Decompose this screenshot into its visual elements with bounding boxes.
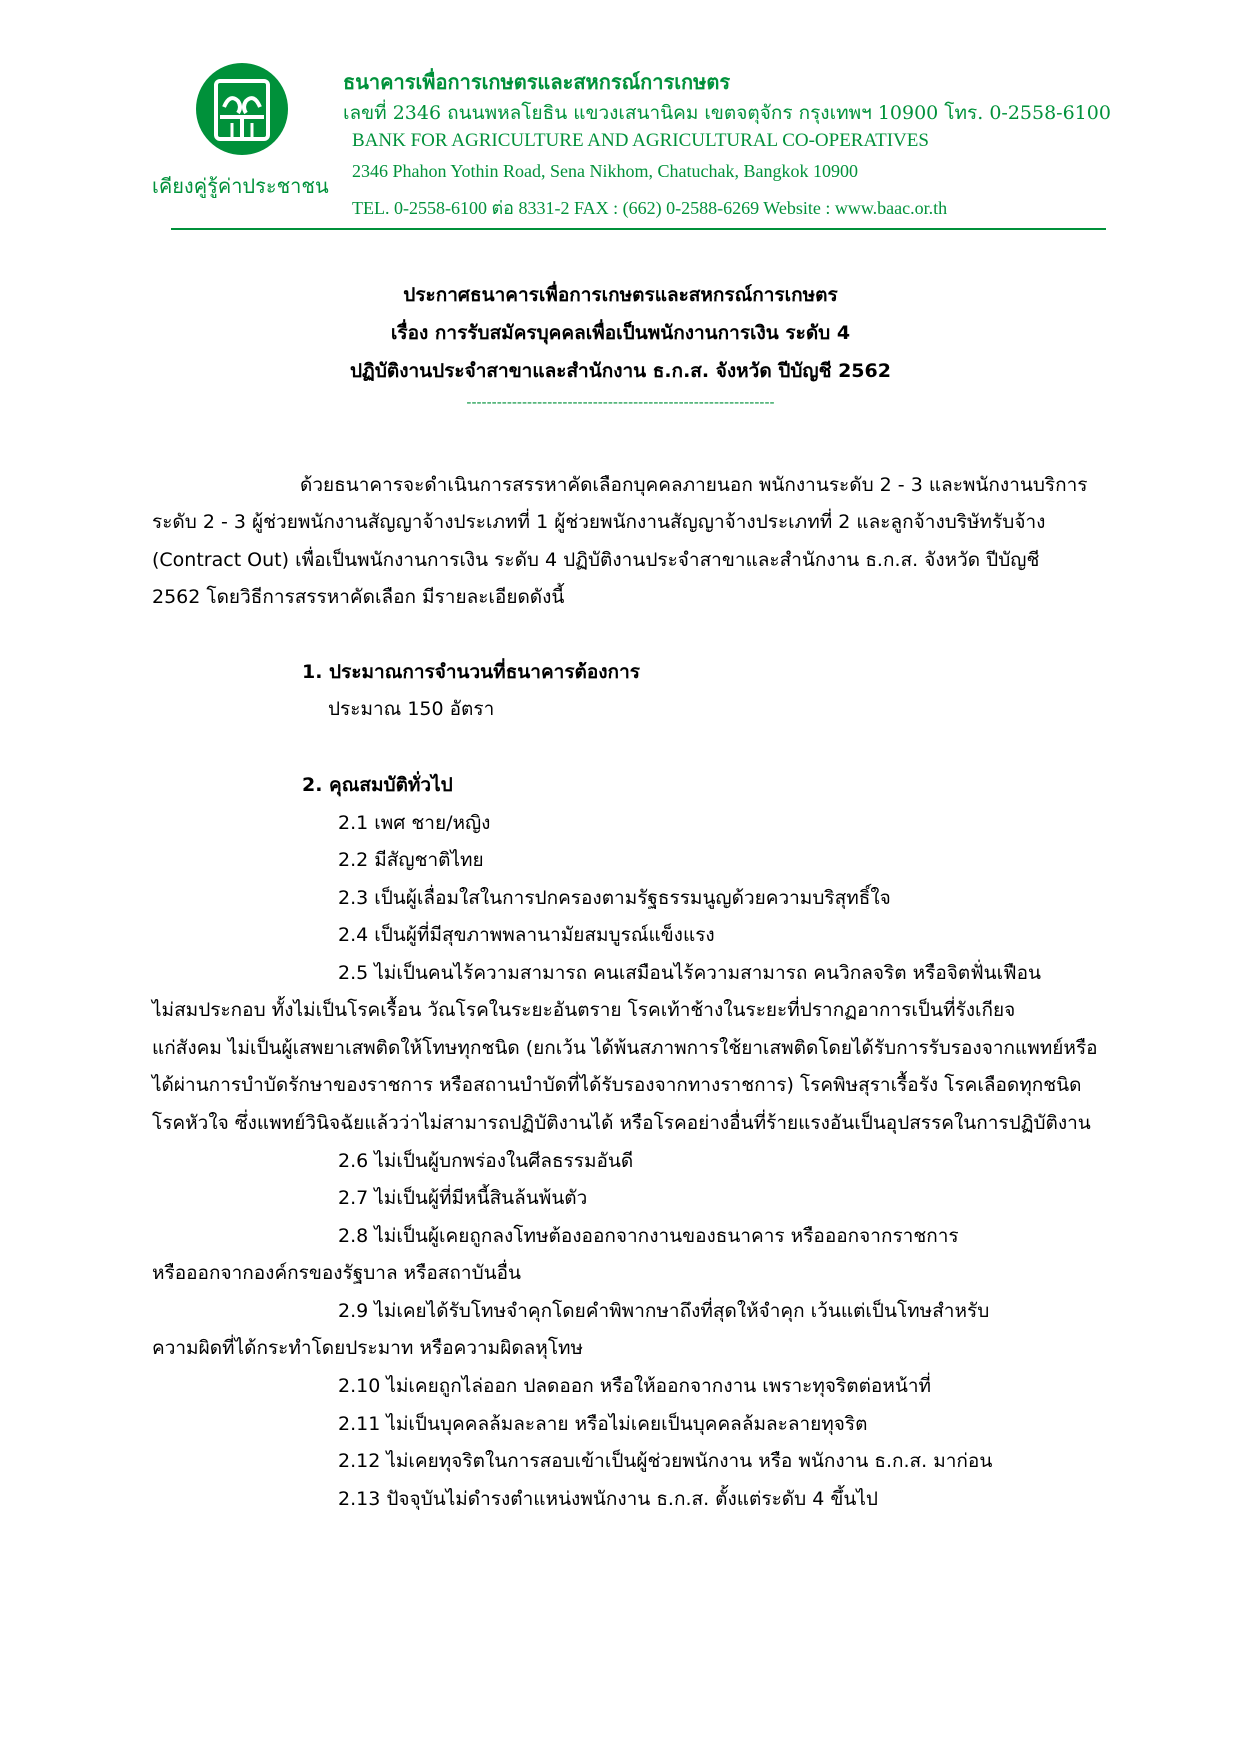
contact-info: TEL. 0-2558-6100 ต่อ 8331-2 FAX : (662) 0-2588-6269 Website : www.baac.or.th [352, 198, 948, 218]
announcement-scope: ปฏิบัติงานประจำสาขาและสำนักงาน ธ.ก.ส. จังหวัด ปีบัญชี 2562 [350, 360, 891, 382]
intro-line-4: 2562 โดยวิธีการสรรหาคัดเลือก มีรายละเอียดดังนี้ [152, 586, 565, 608]
header-divider [171, 228, 1106, 230]
qualification-2-3: 2.3 เป็นผู้เลื่อมใสในการปกครองตามรัฐธรรมนูญด้วยความบริสุทธิ์ใจ [338, 887, 891, 909]
bank-name-th: ธนาคารเพื่อการเกษตรและสหกรณ์การเกษตร [343, 70, 731, 94]
slogan: เคียงคู่รู้ค่าประชาชน [152, 174, 329, 198]
address-th: เลขที่ 2346 ถนนพหลโยธิน แขวงเสนานิคม เขตจตุจักร กรุงเทพฯ 10900 โทร. 0-2558-6100 [343, 102, 1111, 124]
qualification-2-5-cont: ไม่สมประกอบ ทั้งไม่เป็นโรคเรื้อน วัณโรคในระยะอันตราย โรคเท้าช้างในระยะที่ปรากฏอาการเป็นที่รังเกียจ [152, 999, 1016, 1021]
qualification-2-5-cont: โรคหัวใจ ซึ่งแพทย์วินิจฉัยแล้วว่าไม่สามารถปฏิบัติงานได้ หรือโรคอย่างอื่นที่ร้ายแรงอันเป็นอุปสรรคในการปฏิบัติงาน [152, 1112, 1091, 1134]
baac-logo [196, 63, 288, 155]
bank-name-en: BANK FOR AGRICULTURE AND AGRICULTURAL CO-OPERATIVES [352, 130, 929, 151]
title-separator: ------------------------------------------------------------- [466, 395, 775, 411]
qualification-2-5-cont: แก่สังคม ไม่เป็นผู้เสพยาเสพติดให้โทษทุกชนิด (ยกเว้น ได้พ้นสภาพการใช้ยาเสพติดโดยได้รับการรับรองจากแพทย์หรือ [152, 1037, 1098, 1059]
announcement-title: ประกาศธนาคารเพื่อการเกษตรและสหกรณ์การเกษตร [403, 284, 838, 306]
qualification-2-9: 2.9 ไม่เคยได้รับโทษจำคุกโดยคำพิพากษาถึงที่สุดให้จำคุก เว้นแต่เป็นโทษสำหรับ [338, 1300, 990, 1322]
qualification-2-7: 2.7 ไม่เป็นผู้ที่มีหนี้สินล้นพ้นตัว [338, 1187, 588, 1209]
qualification-2-5: 2.5 ไม่เป็นคนไร้ความสามารถ คนเสมือนไร้ความสามารถ คนวิกลจริต หรือจิตฟั่นเฟือน [338, 962, 1041, 984]
section-2-heading: 2. คุณสมบัติทั่วไป [302, 774, 453, 796]
qualification-2-8: 2.8 ไม่เป็นผู้เคยถูกลงโทษต้องออกจากงานของธนาคาร หรือออกจากราชการ [338, 1225, 959, 1247]
qualification-2-4: 2.4 เป็นผู้ที่มีสุขภาพพลานามัยสมบูรณ์แข็งแรง [338, 924, 715, 946]
address-en: 2346 Phahon Yothin Road, Sena Nikhom, Chatuchak, Bangkok 10900 [352, 161, 858, 181]
qualification-2-11: 2.11 ไม่เป็นบุคคลล้มละลาย หรือไม่เคยเป็นบุคคลล้มละลายทุจริต [338, 1413, 868, 1435]
baac-logo-mark [196, 63, 288, 155]
qualification-2-6: 2.6 ไม่เป็นผู้บกพร่องในศีลธรรมอันดี [338, 1150, 634, 1172]
qualification-2-5-cont: ได้ผ่านการบำบัดรักษาของราชการ หรือสถานบำบัดที่ได้รับรองจากทางราชการ) โรคพิษสุราเรื้อรัง โรคเลือดทุกชนิด [152, 1074, 1082, 1096]
intro-line-2: ระดับ 2 - 3 ผู้ช่วยพนักงานสัญญาจ้างประเภทที่ 1 ผู้ช่วยพนักงานสัญญาจ้างประเภทที่ 2 และลูกจ้างบริษัทรับจ้าง [152, 511, 1046, 533]
qualification-2-1: 2.1 เพศ ชาย/หญิง [338, 812, 491, 834]
qualification-2-2: 2.2 มีสัญชาติไทย [338, 849, 484, 871]
qualification-2-13: 2.13 ปัจจุบันไม่ดำรงตำแหน่งพนักงาน ธ.ก.ส. ตั้งแต่ระดับ 4 ขึ้นไป [338, 1488, 878, 1510]
intro-line-3: (Contract Out) เพื่อเป็นพนักงานการเงิน ระดับ 4 ปฏิบัติงานประจำสาขาและสำนักงาน ธ.ก.ส. จังหวัด ปีบัญชี [152, 549, 1040, 571]
qualification-2-9-cont: ความผิดที่ได้กระทำโดยประมาท หรือความผิดลหุโทษ [152, 1337, 584, 1359]
qualification-2-8-cont: หรือออกจากองค์กรของรัฐบาล หรือสถาบันอื่น [152, 1262, 522, 1284]
qualification-2-12: 2.12 ไม่เคยทุจริตในการสอบเข้าเป็นผู้ช่วยพนักงาน หรือ พนักงาน ธ.ก.ส. มาก่อน [338, 1450, 993, 1472]
intro-line-1: ด้วยธนาคารจะดำเนินการสรรหาคัดเลือกบุคคลภายนอก พนักงานระดับ 2 - 3 และพนักงานบริการ [300, 474, 1088, 496]
section-1-heading: 1. ประมาณการจำนวนที่ธนาคารต้องการ [302, 661, 640, 683]
section-1-text: ประมาณ 150 อัตรา [328, 698, 495, 720]
announcement-subject: เรื่อง การรับสมัครบุคคลเพื่อเป็นพนักงานการเงิน ระดับ 4 [390, 322, 851, 344]
qualification-2-10: 2.10 ไม่เคยถูกไล่ออก ปลดออก หรือให้ออกจากงาน เพราะทุจริตต่อหน้าที่ [338, 1375, 932, 1397]
